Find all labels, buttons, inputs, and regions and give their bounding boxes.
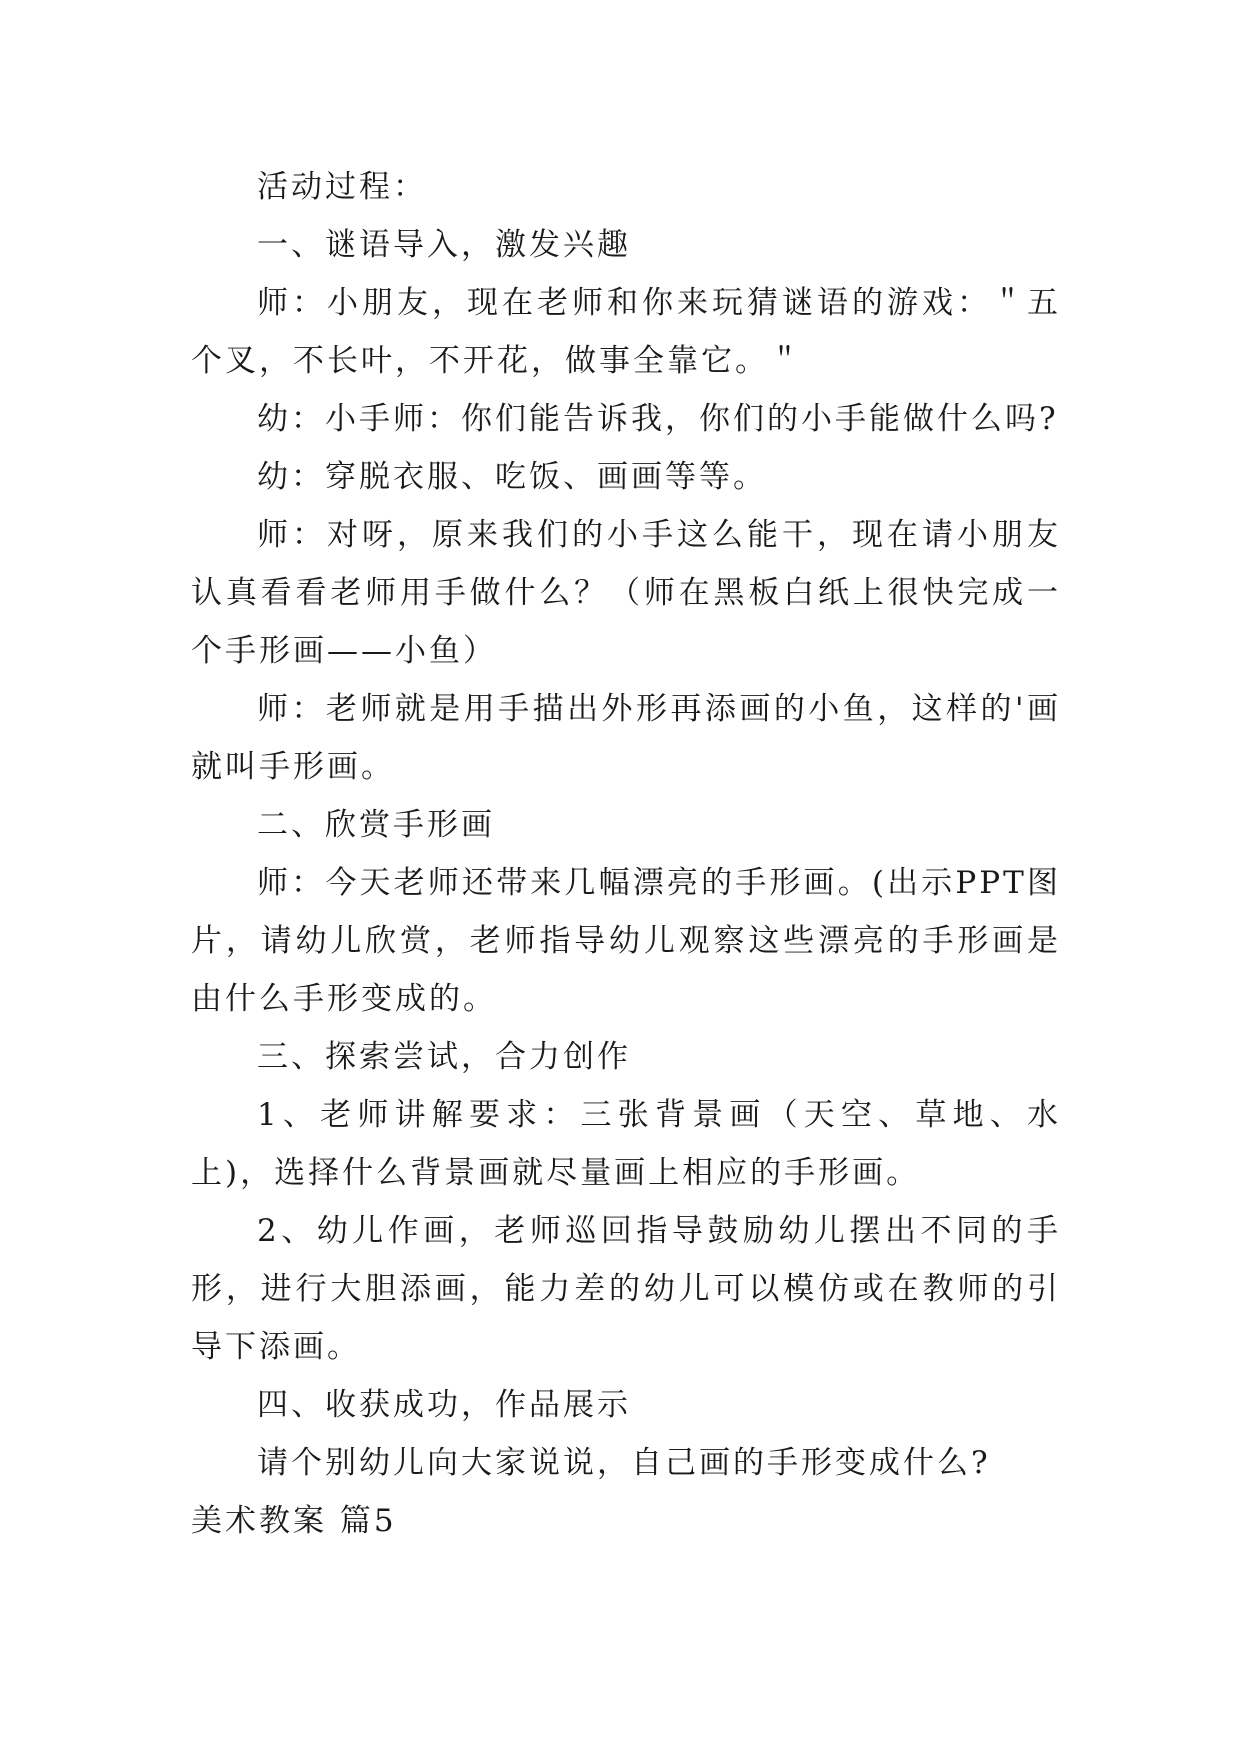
paragraph-child-answer: 幼：小手师：你们能告诉我，你们的小手能做什么吗?: [257, 401, 1059, 437]
document-body: [191, 158, 1061, 1550]
paragraph-child-reply: 幼：穿脱衣服、吃饭、画画等等。: [257, 459, 767, 495]
paragraph-step-three-title: 三、探索尝试，合力创作: [257, 1039, 631, 1075]
paragraph-teacher-explain: 师：老师就是用手描出外形再添画的小鱼，这样的'画就叫手形画。: [191, 691, 1061, 785]
paragraph-teacher-riddle: 师：小朋友，现在老师和你来玩猜谜语的游戏：＂五个叉，不长叶，不开花，做事全靠它。＂: [191, 285, 1061, 379]
paragraph-step-two-title: 二、欣赏手形画: [257, 807, 495, 843]
paragraph-teacher-show-ppt: 师：今天老师还带来几幅漂亮的手形画。(出示PPT图片，请幼儿欣赏，老师指导幼儿观察这些漂亮的手形画是由什么手形变成的。: [191, 865, 1061, 1017]
paragraph-sharing: 请个别幼儿向大家说说，自己画的手形变成什么?: [257, 1445, 991, 1481]
paragraph-step-one-title: 一、谜语导入，激发兴趣: [257, 227, 631, 263]
paragraph-requirement-one: 1、老师讲解要求：三张背景画（天空、草地、水上)，选择什么背景画就尽量画上相应的手形画。: [191, 1097, 1061, 1191]
paragraph-activity-process: 活动过程：: [257, 169, 427, 205]
paragraph-teacher-demo: 师：对呀，原来我们的小手这么能干，现在请小朋友认真看看老师用手做什么？（师在黑板白纸上很快完成一个手形画——小鱼）: [191, 517, 1061, 669]
paragraph-requirement-two: 2、幼儿作画，老师巡回指导鼓励幼儿摆出不同的手形，进行大胆添画，能力差的幼儿可以模仿或在教师的引导下添画。: [191, 1213, 1061, 1365]
paragraph-step-four-title: 四、收获成功，作品展示: [257, 1387, 631, 1423]
section-heading: 美术教案 篇5: [191, 1503, 397, 1539]
